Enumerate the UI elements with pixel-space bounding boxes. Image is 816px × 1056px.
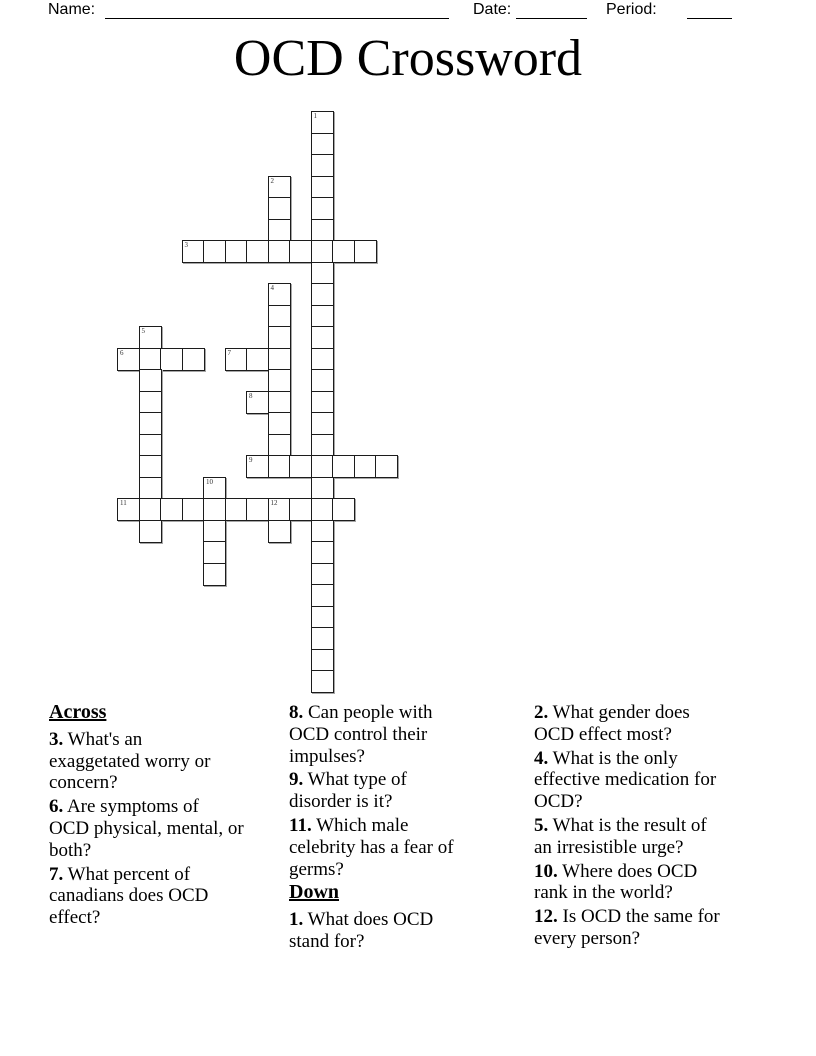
clue-number: 5.: [534, 814, 549, 836]
clue-column-1: [289, 702, 535, 955]
cell-number: 2: [270, 176, 274, 185]
crossword-cell[interactable]: [311, 606, 334, 629]
clue-1: 1. What does OCD stand for?: [289, 909, 434, 952]
crossword-cell[interactable]: [311, 305, 334, 328]
crossword-cell[interactable]: [139, 520, 162, 543]
crossword-cell[interactable]: [182, 348, 205, 371]
crossword-cell[interactable]: [311, 455, 334, 478]
crossword-cell[interactable]: [268, 283, 291, 306]
crossword-cell[interactable]: [160, 498, 183, 521]
crossword-cell[interactable]: [139, 434, 162, 457]
crossword-cell[interactable]: [268, 369, 291, 392]
crossword-cell[interactable]: [246, 498, 269, 521]
crossword-cell[interactable]: [268, 412, 291, 435]
crossword-cell[interactable]: [203, 477, 226, 500]
crossword-cell[interactable]: [268, 326, 291, 349]
cell-number: 1: [313, 112, 317, 120]
crossword-cell[interactable]: [139, 477, 162, 500]
crossword-cell[interactable]: [311, 240, 334, 263]
clue-number: 9.: [289, 769, 304, 791]
crossword-cell[interactable]: [246, 455, 269, 478]
cell-number: 12: [270, 499, 278, 507]
clue-number: 3.: [49, 728, 64, 750]
clue-6: 6. Are symptoms of OCD physical, mental, or both?: [49, 796, 244, 861]
clue-5: 5. What is the result of an irresistible urge?: [534, 814, 707, 858]
worksheet-title: OCD Crossword: [233, 30, 583, 87]
crossword-cell[interactable]: [311, 111, 334, 134]
crossword-cell[interactable]: [203, 520, 226, 543]
crossword-cell[interactable]: [332, 240, 355, 263]
cell-number: 11: [120, 499, 127, 507]
clue-8: 8. Can people with OCD control their impulses?: [289, 702, 433, 767]
clue-number: 6.: [49, 796, 64, 818]
crossword-cell[interactable]: [311, 176, 334, 199]
crossword-cell[interactable]: [311, 219, 334, 242]
crossword-cell[interactable]: [311, 434, 334, 457]
cell-number: 8: [249, 391, 253, 400]
crossword-cell[interactable]: [311, 391, 334, 414]
crossword-cell[interactable]: [268, 498, 291, 521]
crossword-cell[interactable]: [311, 649, 334, 672]
clue-column-2: [534, 702, 780, 952]
crossword-cell[interactable]: [311, 584, 334, 607]
cell-number: 9: [249, 456, 253, 464]
crossword-cell[interactable]: [311, 369, 334, 392]
crossword-cell[interactable]: [139, 391, 162, 414]
crossword-grid: [117, 111, 398, 693]
clue-number: 1.: [289, 909, 304, 931]
crossword-cell[interactable]: [311, 520, 334, 543]
name-blank[interactable]: [105, 1, 449, 19]
crossword-cell[interactable]: [311, 563, 334, 586]
cell-number: 3: [184, 241, 188, 249]
crossword-cell[interactable]: [182, 498, 205, 521]
clue-4: 4. What is the only effective medication for OCD?: [534, 747, 717, 813]
clue-number: 11.: [289, 814, 312, 836]
crossword-cell[interactable]: [268, 455, 291, 478]
crossword-cell[interactable]: [246, 391, 269, 414]
clue-9: 9. What type of disorder is it?: [289, 769, 407, 813]
crossword-cell[interactable]: [225, 348, 248, 371]
crossword-cell[interactable]: [311, 348, 334, 371]
clue-number: 8.: [289, 702, 304, 723]
crossword-cell[interactable]: [268, 197, 291, 220]
crossword-cell[interactable]: [289, 240, 312, 263]
crossword-cell[interactable]: [332, 455, 355, 478]
cell-number: 6: [120, 348, 124, 357]
crossword-cell[interactable]: [289, 498, 312, 521]
crossword-cell[interactable]: [203, 541, 226, 564]
crossword-cell[interactable]: [311, 262, 334, 285]
cell-number: 4: [270, 284, 274, 292]
crossword-cell[interactable]: [139, 455, 162, 478]
clue-7: 7. What percent of canadians does OCD effect?: [49, 863, 209, 929]
period-label: Period:: [606, 1, 657, 18]
clue-3: 3. What's an exaggetated worry or concern?: [49, 728, 211, 794]
clue-2: 2. What gender does OCD effect most?: [534, 702, 690, 745]
crossword-cell[interactable]: [268, 176, 291, 199]
crossword-cell[interactable]: [311, 412, 334, 435]
date-blank[interactable]: [516, 1, 587, 19]
clue-number: 2.: [534, 702, 549, 723]
crossword-cell[interactable]: [139, 369, 162, 392]
crossword-cell[interactable]: [375, 455, 398, 478]
crossword-cell[interactable]: [332, 498, 355, 521]
crossword-cell[interactable]: [182, 240, 205, 263]
crossword-cell[interactable]: [268, 391, 291, 414]
crossword-cell[interactable]: [203, 240, 226, 263]
crossword-cell[interactable]: [268, 219, 291, 242]
crossword-cell[interactable]: [268, 305, 291, 328]
crossword-cell[interactable]: [139, 326, 162, 349]
crossword-cell[interactable]: [311, 541, 334, 564]
clue-heading-down: Down: [289, 881, 340, 904]
crossword-cell[interactable]: [311, 133, 334, 156]
crossword-cell[interactable]: [160, 348, 183, 371]
clue-12: 12. Is OCD the same for every person?: [534, 906, 720, 949]
crossword-cell[interactable]: [268, 348, 291, 371]
crossword-cell[interactable]: [246, 348, 269, 371]
crossword-cell[interactable]: [311, 670, 334, 693]
crossword-cell[interactable]: [117, 348, 140, 371]
period-blank[interactable]: [687, 1, 732, 19]
crossword-cell[interactable]: [139, 348, 162, 371]
crossword-cell[interactable]: [268, 520, 291, 543]
cell-number: 7: [227, 348, 231, 357]
date-label: Date:: [473, 1, 512, 18]
crossword-cell[interactable]: [311, 154, 334, 177]
crossword-cell[interactable]: [225, 240, 248, 263]
clue-heading-across: Across: [49, 701, 107, 723]
crossword-cell[interactable]: [246, 240, 269, 263]
clue-10: 10. Where does OCD rank in the world?: [534, 860, 698, 904]
crossword-cell[interactable]: [117, 498, 140, 521]
clue-number: 10.: [534, 860, 558, 882]
clue-11: 11. Which male celebrity has a fear of germs?: [289, 814, 454, 880]
crossword-cell[interactable]: [311, 197, 334, 220]
crossword-cell[interactable]: [311, 283, 334, 306]
clue-number: 7.: [49, 863, 64, 885]
crossword-cell[interactable]: [311, 477, 334, 500]
crossword-cell[interactable]: [203, 563, 226, 586]
clue-column-0: [49, 702, 295, 931]
crossword-cell[interactable]: [268, 240, 291, 263]
crossword-cell[interactable]: [139, 498, 162, 521]
crossword-cell[interactable]: [354, 240, 377, 263]
crossword-cell[interactable]: [268, 434, 291, 457]
name-label: Name:: [48, 1, 96, 18]
cell-number: 10: [206, 477, 213, 486]
crossword-cell[interactable]: [203, 498, 226, 521]
crossword-cell[interactable]: [311, 627, 334, 650]
crossword-cell[interactable]: [289, 455, 312, 478]
crossword-cell[interactable]: [354, 455, 377, 478]
clue-number: 12.: [534, 906, 558, 928]
cell-number: 5: [141, 327, 145, 335]
crossword-cell[interactable]: [225, 498, 248, 521]
crossword-cell[interactable]: [311, 498, 334, 521]
crossword-cell[interactable]: [139, 412, 162, 435]
clue-number: 4.: [534, 747, 549, 769]
crossword-cell[interactable]: [311, 326, 334, 349]
